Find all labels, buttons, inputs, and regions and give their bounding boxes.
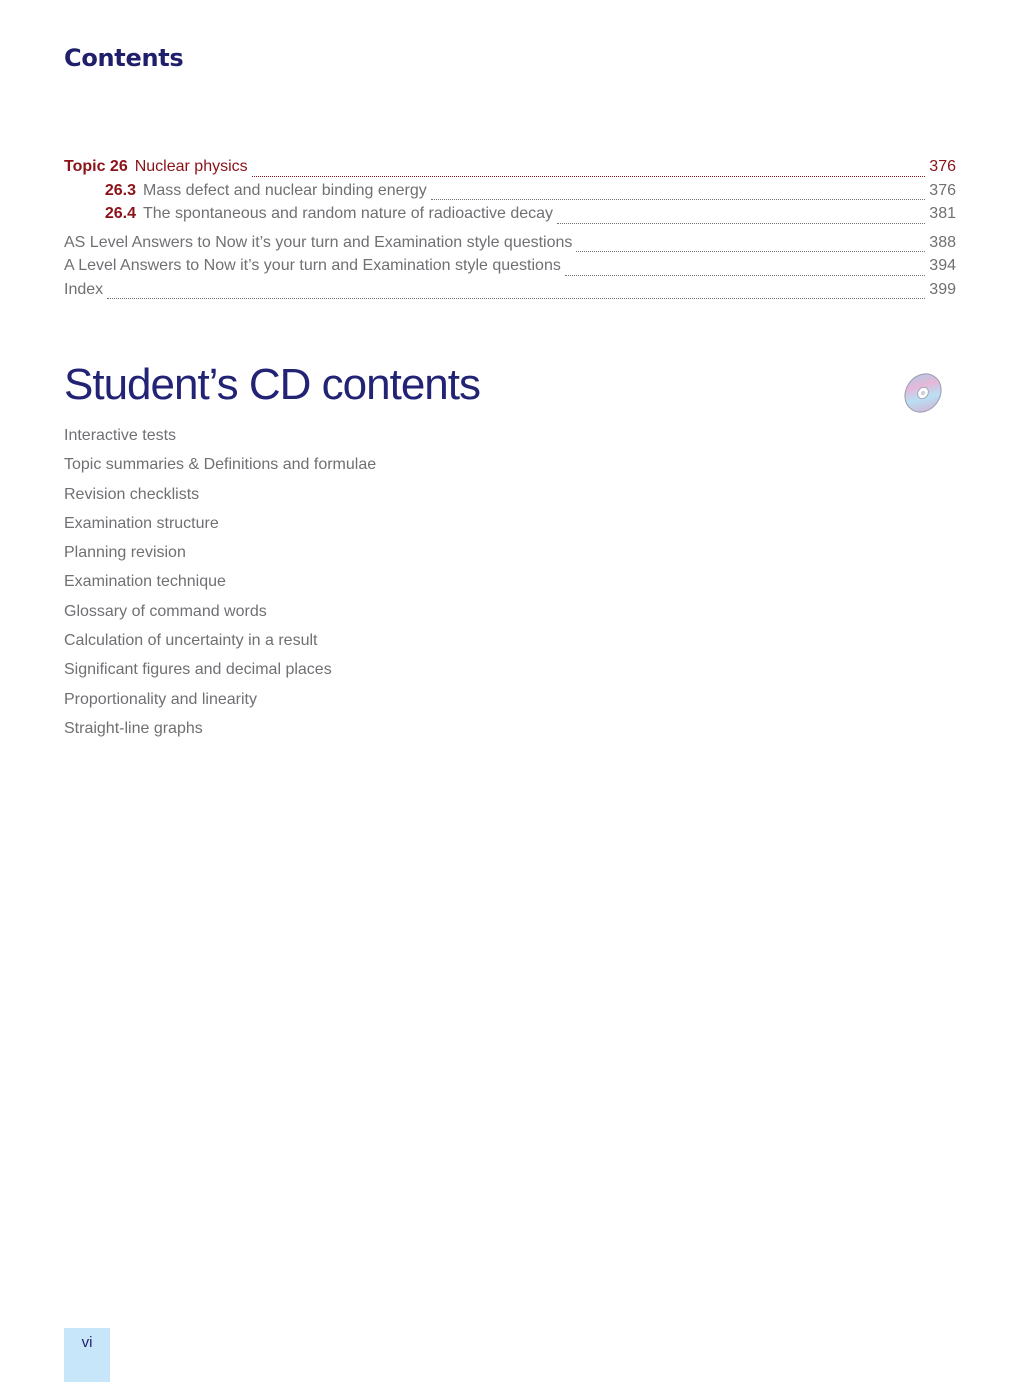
toc-leader-dots xyxy=(107,298,925,299)
toc-leader-dots xyxy=(565,275,925,276)
cd-item-straight-line-graphs[interactable]: Straight-line graphs xyxy=(64,719,203,737)
toc-row-topic-26[interactable] xyxy=(64,158,956,182)
toc-leader-dots xyxy=(431,199,926,200)
cd-item-revision-checklists[interactable]: Revision checklists xyxy=(64,485,200,503)
toc-page-number: 399 xyxy=(929,280,956,298)
cd-item-proportionality[interactable]: Proportionality and linearity xyxy=(64,690,257,708)
toc-row-a-answers[interactable] xyxy=(64,257,956,281)
toc-page-number: 381 xyxy=(929,205,956,222)
cd-item-examination-technique[interactable]: Examination technique xyxy=(64,573,226,591)
toc-page-number: 388 xyxy=(929,233,956,251)
cd-icon xyxy=(900,370,946,416)
toc-page-number: 376 xyxy=(929,181,956,199)
toc-row-index[interactable] xyxy=(64,281,956,305)
toc-row-as-answers[interactable] xyxy=(64,234,956,258)
table-of-contents xyxy=(64,158,956,304)
toc-title: AS Level Answers to Now it’s your turn and Examination style questions xyxy=(64,233,573,251)
toc-title: Nuclear physics xyxy=(134,158,248,175)
toc-page-number: 394 xyxy=(929,257,956,274)
toc-leader-dots xyxy=(576,251,925,252)
cd-item-glossary[interactable]: Glossary of command words xyxy=(64,602,267,620)
cd-contents-heading: Student’s CD contents xyxy=(64,360,480,409)
page-number-tab xyxy=(64,1328,110,1382)
cd-item-topic-summaries[interactable]: Topic summaries & Definitions and formulae xyxy=(64,456,377,474)
toc-leader-dots xyxy=(557,223,925,224)
cd-item-uncertainty[interactable]: Calculation of uncertainty in a result xyxy=(64,632,318,650)
toc-topic-number: Topic 26 xyxy=(64,158,128,175)
toc-section-number: 26.4 xyxy=(104,205,136,222)
toc-row-26-4[interactable] xyxy=(64,205,956,229)
cd-item-interactive-tests[interactable]: Interactive tests xyxy=(64,427,177,444)
toc-leader-dots xyxy=(252,176,926,177)
toc-title: Index xyxy=(64,280,104,298)
cd-item-significant-figures[interactable]: Significant figures and decimal places xyxy=(64,661,332,679)
toc-page-number: 376 xyxy=(929,158,956,175)
cd-item-examination-structure[interactable]: Examination structure xyxy=(64,514,219,532)
page-number: vi xyxy=(81,1334,93,1351)
toc-section-number: 26.3 xyxy=(104,181,136,199)
page-title: Contents xyxy=(64,44,184,72)
toc-title: A Level Answers to Now it’s your turn and Examination style questions xyxy=(64,257,561,274)
toc-row-26-3[interactable] xyxy=(64,182,956,206)
toc-title: The spontaneous and random nature of radioactive decay xyxy=(143,205,554,222)
cd-item-planning-revision[interactable]: Planning revision xyxy=(64,544,186,562)
cd-contents-list xyxy=(64,424,376,746)
toc-title: Mass defect and nuclear binding energy xyxy=(143,181,427,199)
